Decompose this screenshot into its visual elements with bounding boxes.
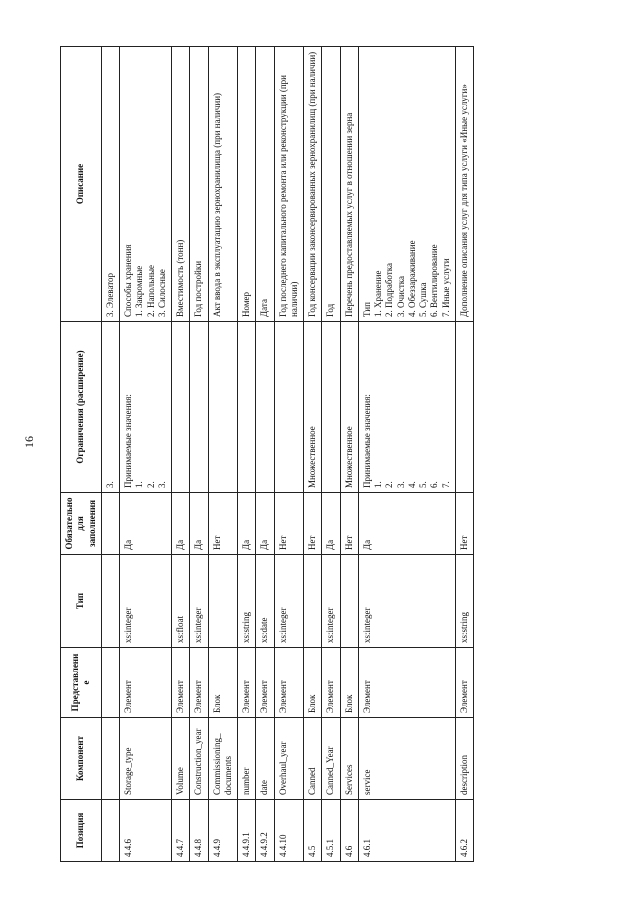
header-limits: Ограничения (расширение) xyxy=(61,322,102,493)
cell-type xyxy=(304,555,322,648)
cell-representation xyxy=(101,648,119,718)
cell-representation: Блок xyxy=(208,648,238,718)
cell-representation: Элемент xyxy=(455,648,473,718)
cell-line: Дополнение описания услуг для типа услуги «Иные услуги» xyxy=(458,84,469,317)
header-type: Тип xyxy=(61,555,102,648)
table-row xyxy=(172,47,190,862)
cell-description xyxy=(455,47,473,322)
table-row xyxy=(304,47,322,862)
cell-representation: Элемент xyxy=(238,648,256,718)
cell-type: xs:integer xyxy=(274,555,304,648)
cell-line: 4. xyxy=(406,481,417,488)
header-component: Компонент xyxy=(61,718,102,800)
cell-line: 3. Силосные xyxy=(156,269,167,317)
cell-representation: Блок xyxy=(304,648,322,718)
table-row xyxy=(340,47,358,862)
cell-limits: 3. xyxy=(101,322,119,493)
cell-position: 4.4.9.2 xyxy=(256,800,274,862)
cell-required: Да xyxy=(322,493,340,555)
cell-line: 2. xyxy=(384,481,395,488)
cell-line: 7. xyxy=(440,481,451,488)
cell-position: 4.4.7 xyxy=(172,800,190,862)
cell-required: Да xyxy=(172,493,190,555)
cell-component: Storage_type xyxy=(120,718,172,800)
cell-line: Год консервации законсервированных зернохранилищ (при наличии) xyxy=(307,51,317,317)
cell-component xyxy=(101,718,119,800)
cell-type: xs:integer xyxy=(358,555,455,648)
cell-description xyxy=(256,47,274,322)
table-row xyxy=(190,47,208,862)
cell-required: Да xyxy=(190,493,208,555)
cell-description xyxy=(304,47,322,322)
cell-line: Дата xyxy=(259,299,270,317)
cell-type xyxy=(340,555,358,648)
cell-line: 1. xyxy=(373,481,383,488)
cell-required: Да xyxy=(238,493,256,555)
table-row xyxy=(274,47,304,862)
cell-type xyxy=(101,555,119,648)
table-row xyxy=(120,47,172,862)
cell-component: Canned_Year xyxy=(322,718,340,800)
cell-representation: Элемент xyxy=(256,648,274,718)
cell-required: Нет xyxy=(304,493,322,555)
cell-description xyxy=(238,47,256,322)
cell-line: 1. Хранение xyxy=(373,270,383,317)
cell-type: xs:integer xyxy=(190,555,208,648)
cell-type: xs:date xyxy=(256,555,274,648)
cell-line: Множественное xyxy=(343,426,354,488)
table-row xyxy=(238,47,256,862)
cell-component: Overhaul_year xyxy=(274,718,304,800)
cell-description xyxy=(358,47,455,322)
cell-component: service xyxy=(358,718,455,800)
cell-line: 2. Подработка xyxy=(384,263,395,317)
services-table-container xyxy=(60,47,580,862)
cell-type: xs:integer xyxy=(120,555,172,648)
cell-required: Нет xyxy=(208,493,238,555)
table-row xyxy=(208,47,238,862)
cell-line: 6. xyxy=(429,481,440,488)
table-row xyxy=(322,47,340,862)
cell-line: 3. Очистка xyxy=(395,275,406,317)
cell-line: Акт ввода в эксплуатацию зернохранилища (при наличии) xyxy=(211,92,222,317)
cell-representation: Элемент xyxy=(190,648,208,718)
cell-position: 4.5 xyxy=(304,800,322,862)
cell-position: 4.6 xyxy=(340,800,358,862)
cell-line: 5. xyxy=(418,481,428,488)
cell-required: Нет xyxy=(340,493,358,555)
cell-representation: Блок xyxy=(340,648,358,718)
header-description: Описание xyxy=(61,47,102,322)
cell-limits xyxy=(208,322,238,493)
cell-line: Способы хранения xyxy=(123,244,133,317)
cell-component: Construction_year xyxy=(190,718,208,800)
cell-limits xyxy=(190,322,208,493)
cell-required: Да xyxy=(120,493,172,555)
cell-limits xyxy=(322,322,340,493)
cell-description xyxy=(208,47,238,322)
cell-position: 4.4.6 xyxy=(120,800,172,862)
table-header-row xyxy=(61,47,102,862)
cell-description xyxy=(120,47,172,322)
cell-line: Год постройки xyxy=(193,260,204,317)
cell-line: 1. xyxy=(134,481,145,488)
cell-representation: Элемент xyxy=(358,648,455,718)
cell-line: Год xyxy=(325,303,336,317)
cell-required: Нет xyxy=(274,493,304,555)
table-row xyxy=(455,47,473,862)
cell-line: Вместимость (тонн) xyxy=(175,239,185,317)
cell-line: 2. xyxy=(145,481,156,488)
cell-limits xyxy=(358,322,455,493)
cell-type: xs:string xyxy=(238,555,256,648)
cell-position: 4.6.2 xyxy=(455,800,473,862)
cell-limits xyxy=(304,322,322,493)
cell-limits xyxy=(238,322,256,493)
cell-component: Canned xyxy=(304,718,322,800)
cell-limits xyxy=(455,322,473,493)
table-row xyxy=(256,47,274,862)
cell-line: Принимаемые значения: xyxy=(123,394,133,488)
cell-description xyxy=(172,47,190,322)
cell-limits xyxy=(274,322,304,493)
cell-representation: Элемент xyxy=(322,648,340,718)
cell-line: Номер xyxy=(241,291,251,317)
cell-representation: Элемент xyxy=(120,648,172,718)
cell-required: Нет xyxy=(455,493,473,555)
cell-line: 6. Вентилирование xyxy=(429,244,440,317)
cell-position: 4.6.1 xyxy=(358,800,455,862)
page-number: 16 xyxy=(22,436,36,448)
cell-line: Год последнего капитального ремонта или реконструкции (при наличии) xyxy=(277,75,299,317)
cell-description xyxy=(322,47,340,322)
cell-limits xyxy=(120,322,172,493)
cell-position: 4.5.1 xyxy=(322,800,340,862)
continuation-row xyxy=(101,47,119,862)
header-position: Позиция xyxy=(61,800,102,862)
cell-line: 3. xyxy=(156,481,167,488)
cell-component: date xyxy=(256,718,274,800)
cell-required: Да xyxy=(358,493,455,555)
cell-line: 7. Иные услуги xyxy=(440,258,451,317)
cell-line: Тип xyxy=(361,302,372,317)
cell-component: Commissioning_ documents xyxy=(208,718,238,800)
cell-description: 3. Элеватор xyxy=(101,47,119,322)
cell-type: xs:float xyxy=(172,555,190,648)
header-representation: Представление xyxy=(61,648,102,718)
cell-position: 4.4.9.1 xyxy=(238,800,256,862)
cell-position: 4.4.8 xyxy=(190,800,208,862)
cell-line: 5. Сушка xyxy=(418,282,428,317)
cell-limits xyxy=(256,322,274,493)
table-body xyxy=(101,47,473,862)
cell-representation: Элемент xyxy=(172,648,190,718)
cell-line: 2. Напольные xyxy=(145,264,156,317)
header-required: Обязательно для заполнения xyxy=(61,493,102,555)
cell-component: number xyxy=(238,718,256,800)
cell-line: 1. Закромные xyxy=(134,265,145,317)
cell-component: Volume xyxy=(172,718,190,800)
cell-type xyxy=(208,555,238,648)
cell-component: description xyxy=(455,718,473,800)
cell-description xyxy=(274,47,304,322)
cell-limits xyxy=(172,322,190,493)
cell-description xyxy=(340,47,358,322)
cell-position xyxy=(101,800,119,862)
cell-required: Да xyxy=(256,493,274,555)
services-table xyxy=(60,46,474,862)
cell-description xyxy=(190,47,208,322)
cell-line: 4. Обеззараживание xyxy=(406,240,417,317)
cell-required xyxy=(101,493,119,555)
cell-type: xs:string xyxy=(455,555,473,648)
cell-representation: Элемент xyxy=(274,648,304,718)
cell-line: Принимаемые значения: xyxy=(361,394,372,488)
cell-line: Перечень предоставляемых услуг в отношении зерна xyxy=(343,112,354,317)
table-row xyxy=(358,47,455,862)
cell-position: 4.4.10 xyxy=(274,800,304,862)
cell-component: Services xyxy=(340,718,358,800)
cell-position: 4.4.9 xyxy=(208,800,238,862)
cell-limits xyxy=(340,322,358,493)
cell-type: xs:integer xyxy=(322,555,340,648)
cell-line: 3. xyxy=(395,481,406,488)
cell-line: Множественное xyxy=(307,426,317,488)
